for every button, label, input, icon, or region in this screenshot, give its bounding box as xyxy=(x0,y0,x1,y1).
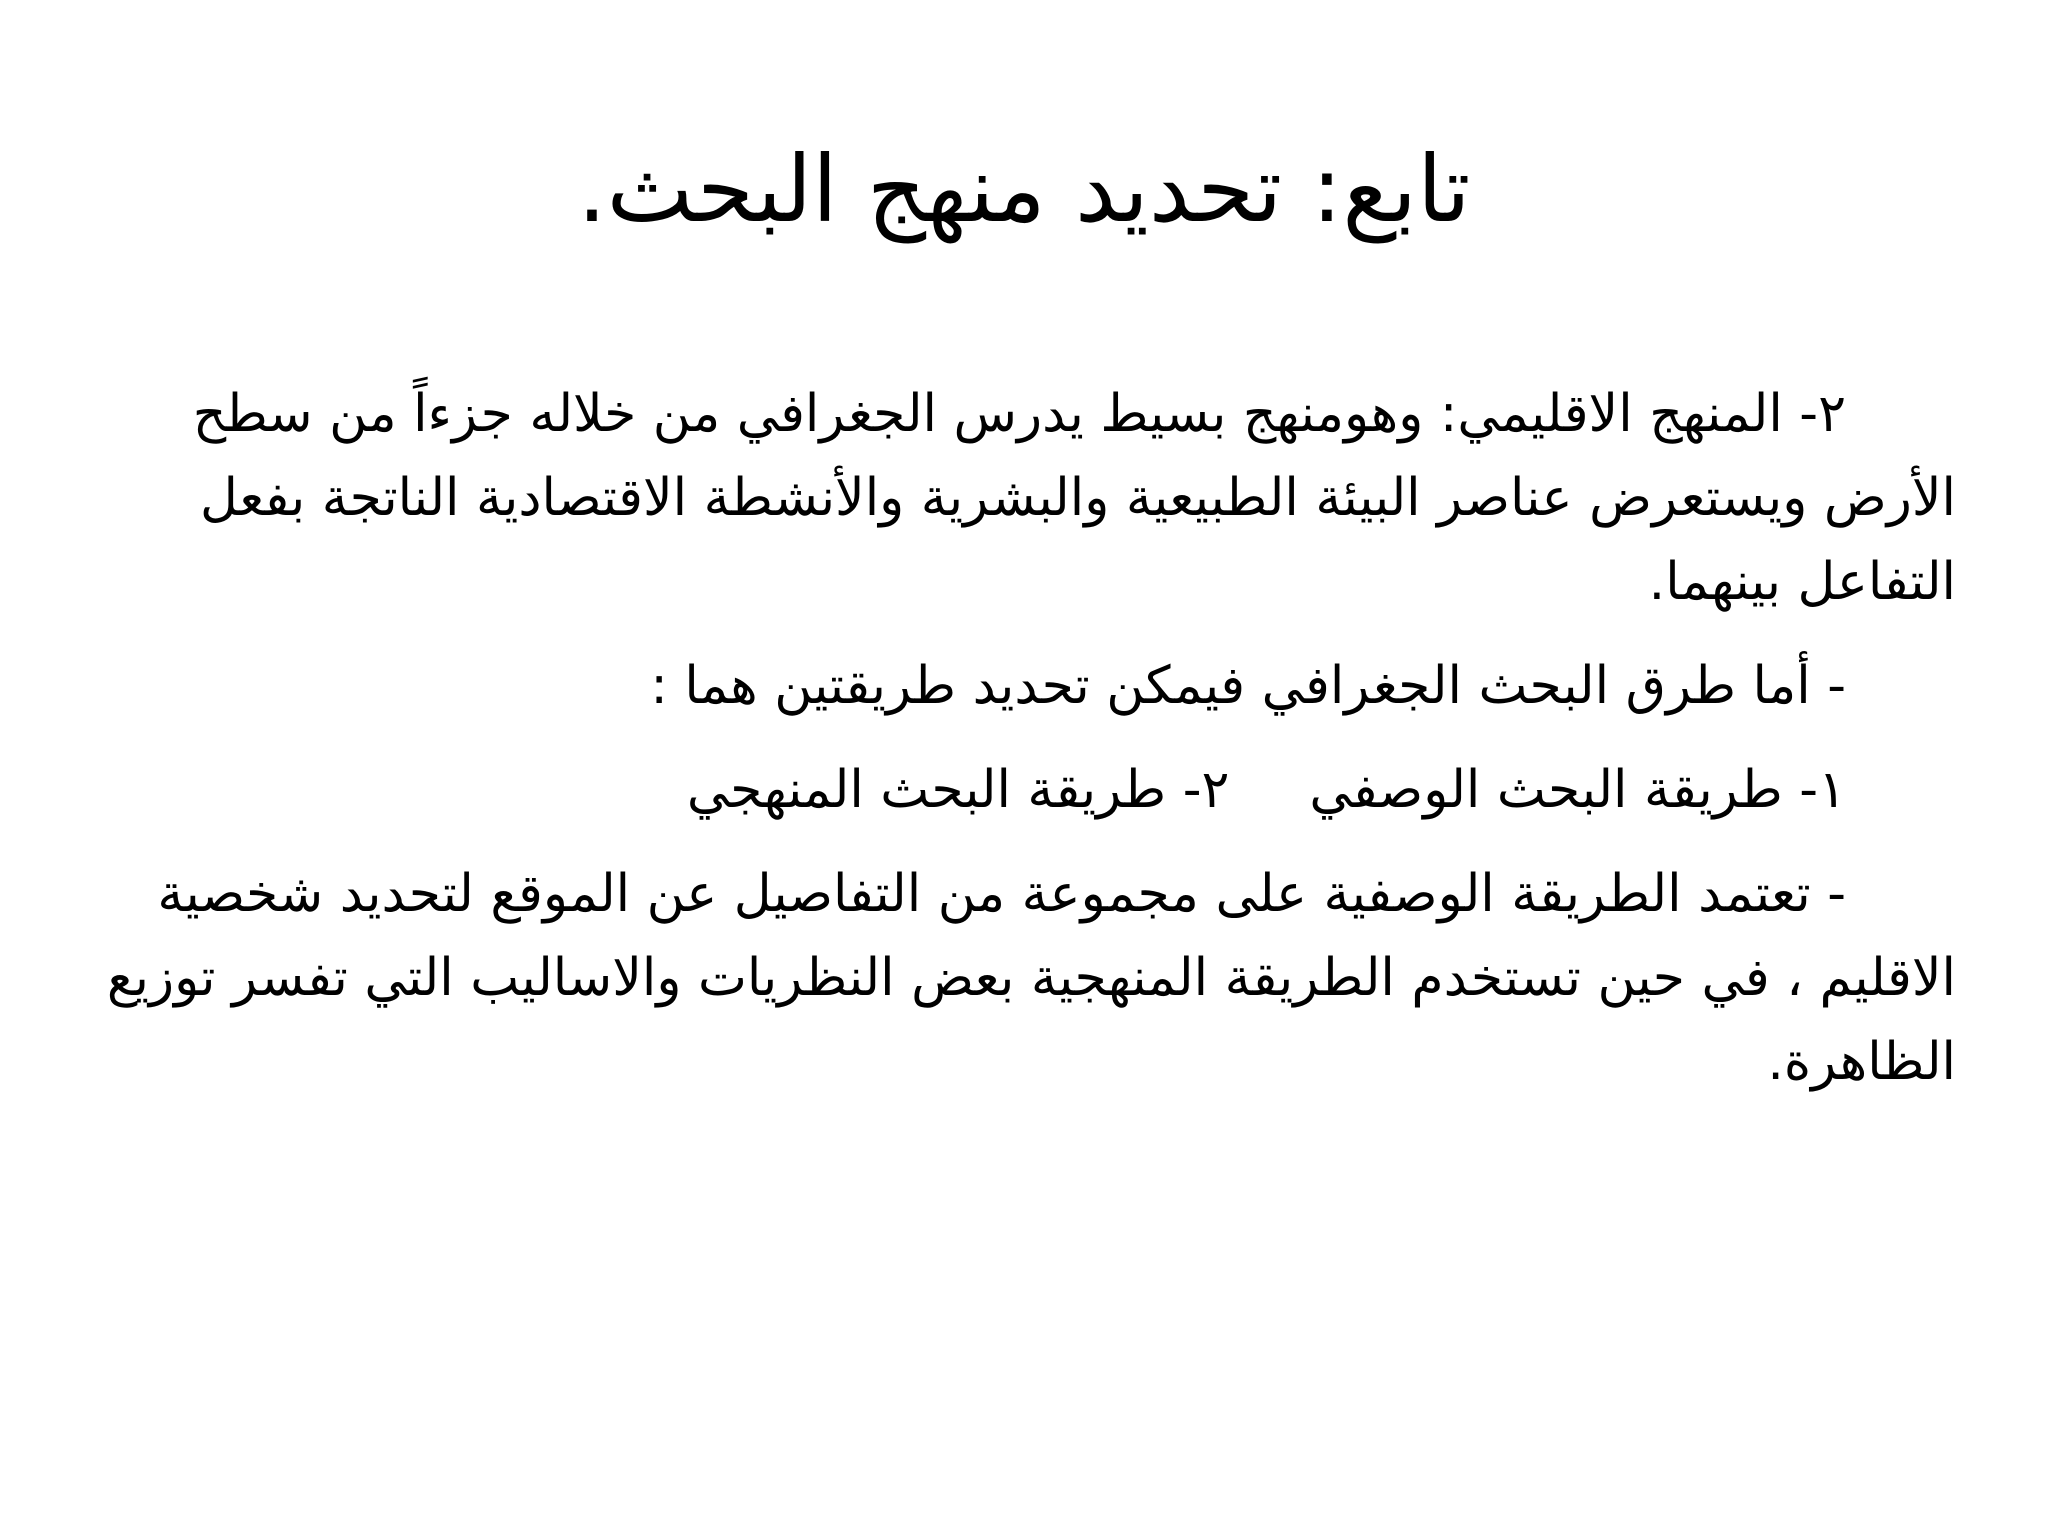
method-item-systematic: ٢- طريقة البحث المنهجي xyxy=(686,760,1230,820)
slide-body xyxy=(96,372,1956,1104)
method-item-descriptive: ١- طريقة البحث الوصفي xyxy=(1309,760,1846,820)
slide-title: تابع: تحديد منهج البحث. xyxy=(577,136,1471,243)
methods-list xyxy=(96,748,1956,832)
paragraph-research-methods-intro: - أما طرق البحث الجغرافي فيمكن تحديد طريقتين هما : xyxy=(650,656,1846,716)
paragraph-regional-method: ٢- المنهج الاقليمي: وهومنهج بسيط يدرس الجغرافي من خلاله جزءاً من سطح الأرض ويستعرض عناصر البيئة الطبيعية والبشرية والأنشطة الاقتصادية الناتجة بفعل التفاعل بينهما. xyxy=(192,384,1956,612)
paragraph-methods-comparison: - تعتمد الطريقة الوصفية على مجموعة من التفاصيل عن الموقع لتحديد شخصية الاقليم ، في حين تستخدم الطريقة المنهجية بعض النظريات والاساليب التي تفسر توزيع الظاهرة. xyxy=(106,864,1956,1092)
